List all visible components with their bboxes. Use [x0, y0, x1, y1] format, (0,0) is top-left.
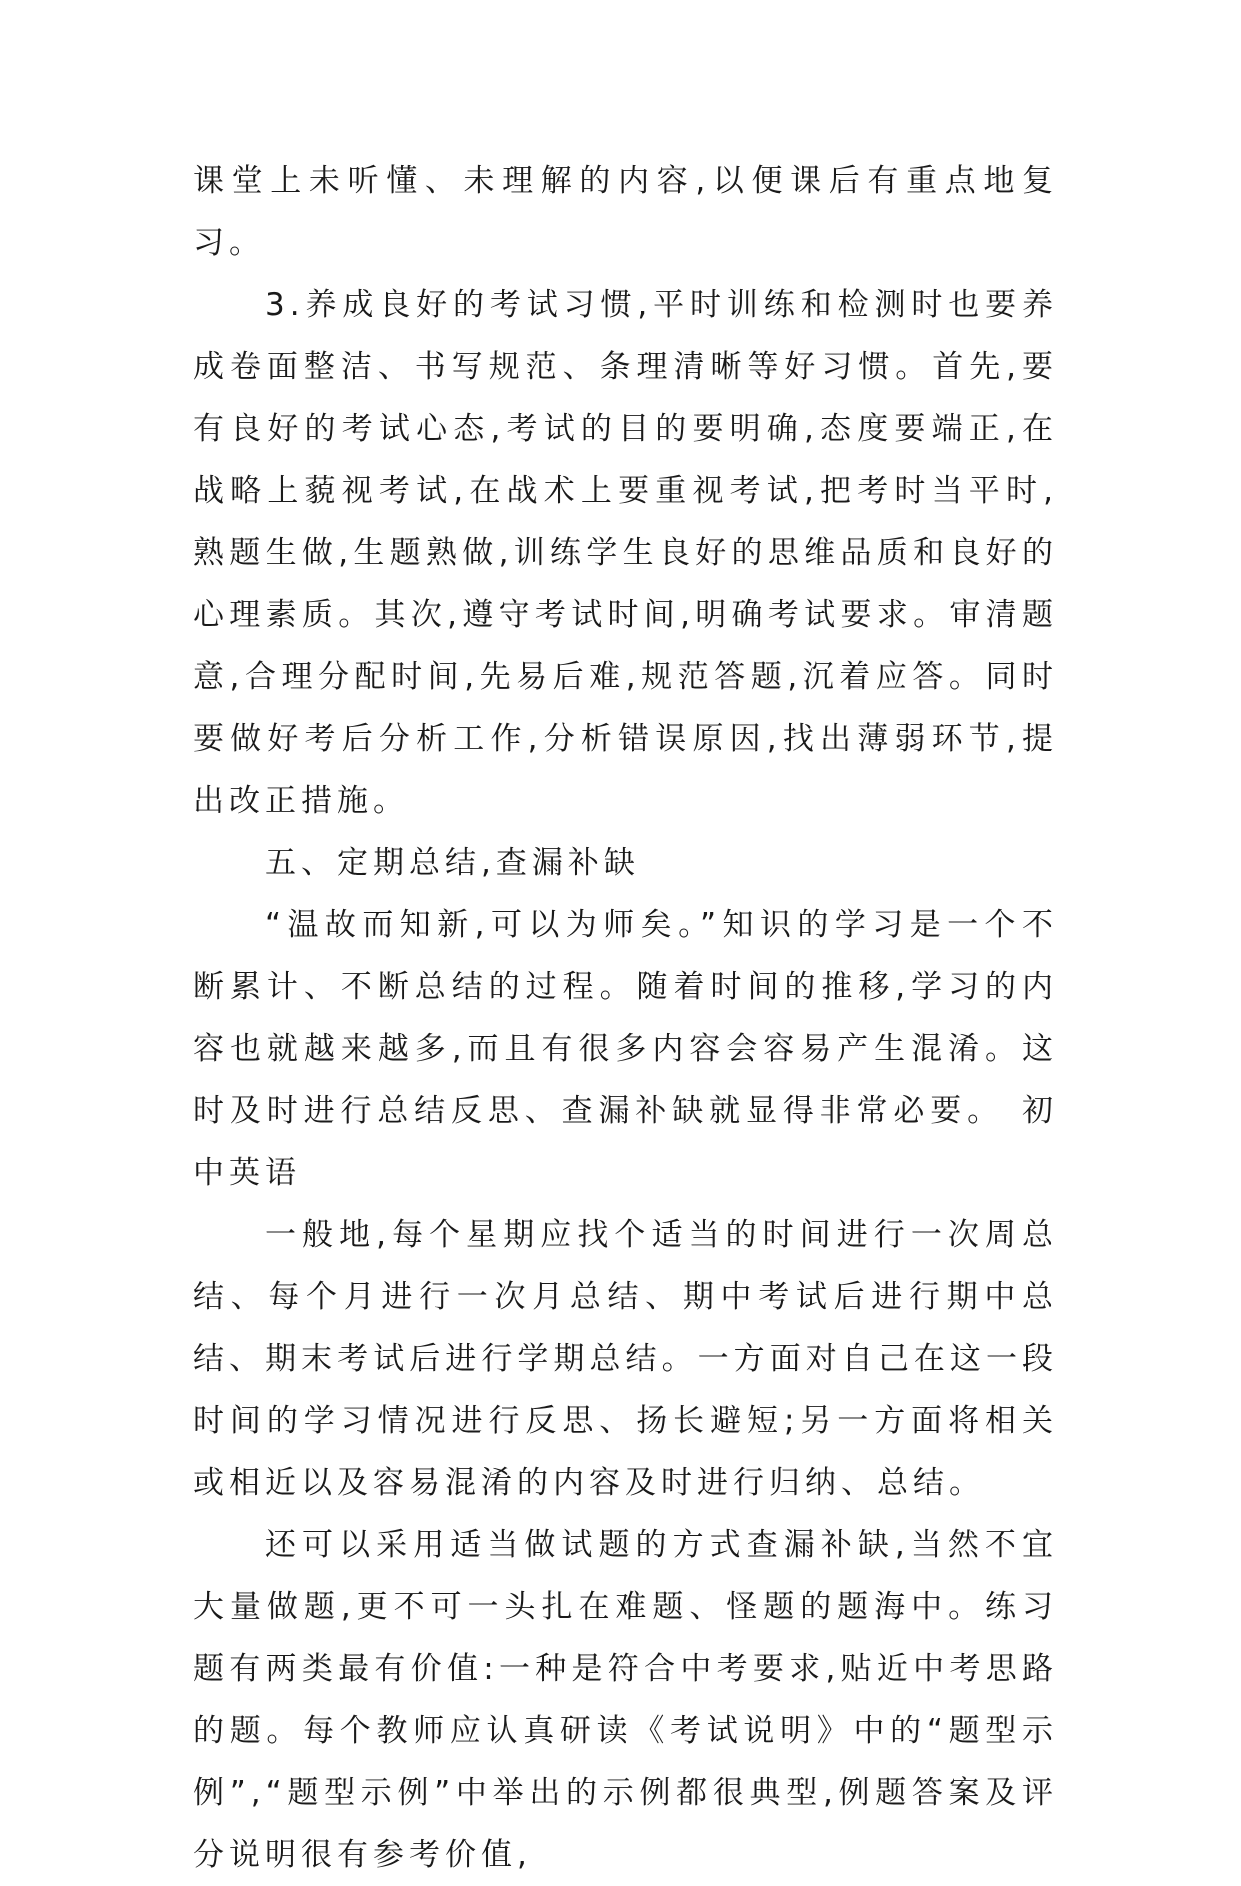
paragraph-text: 课堂上未听懂、未理解的内容,以便课后有重点地复习。 [193, 163, 1058, 261]
heading-text: 五、定期总结,查漏补缺 [265, 845, 640, 881]
paragraph-continuation [193, 150, 1058, 274]
paragraph-practice [193, 1514, 1058, 1886]
paragraph-text: “温故而知新,可以为师矣。”知识的学习是一个不断累计、不断总结的过程。随着时间的推移,学习的内容也就越来越多,而且有很多内容会容易产生混淆。这时及时进行总结反思、查漏补缺就显得非常必要。 [193, 907, 1058, 1129]
paragraph-text: 还可以采用适当做试题的方式查漏补缺,当然不宜大量做题,更不可一头扎在难题、怪题的题海中。练习题有两类最有价值:一种是符合中考要求,贴近中考思路的题。每个教师应认真研读《考试说明》中的“题型示例”,“题型示例”中举出的示例都很典型,例题答案及评分说明很有参考价值, [193, 1527, 1058, 1873]
paragraph-exam-habits [193, 274, 1058, 832]
paragraph-review [193, 894, 1058, 1204]
paragraph-text: 3.养成良好的考试习惯,平时训练和检测时也要养成卷面整洁、书写规范、条理清晰等好习惯。首先,要有良好的考试心态,考试的目的要明确,态度要端正,在战略上藐视考试,在战术上要重视考试,把考时当平时,熟题生做,生题熟做,训练学生良好的思维品质和良好的心理素质。其次,遵守考试时间,明确考试要求。审清题意,合理分配时间,先易后难,规范答题,沉着应答。同时要做好考后分析工作,分析错误原因,找出薄弱环节,提出改正措施。 [193, 287, 1058, 819]
paragraph-periodic-summary [193, 1204, 1058, 1514]
inline-note: 初中英语 [193, 1093, 1058, 1191]
paragraph-text: 一般地,每个星期应找个适当的时间进行一次周总结、每个月进行一次月总结、期中考试后进行期中总结、期末考试后进行学期总结。一方面对自己在这一段时间的学习情况进行反思、扬长避短;另一方面将相关或相近以及容易混淆的内容及时进行归纳、总结。 [193, 1217, 1058, 1501]
section-heading [193, 832, 1058, 894]
body-text [193, 150, 1058, 1886]
